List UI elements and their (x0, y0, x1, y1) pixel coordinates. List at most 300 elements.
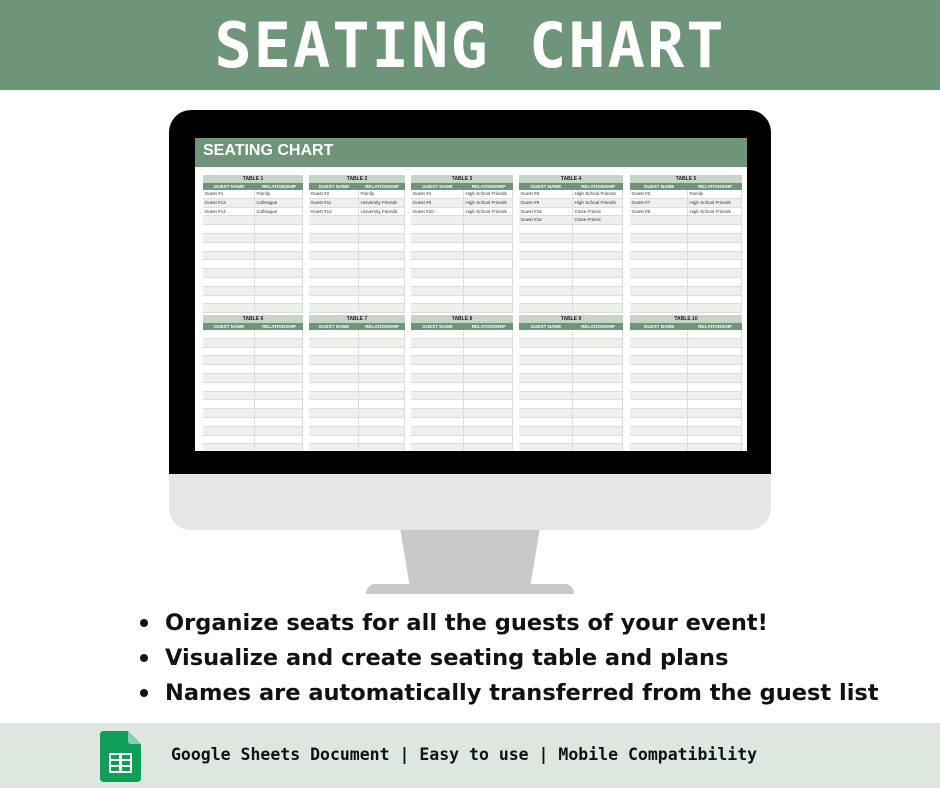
relationship-cell[interactable] (688, 365, 742, 373)
table-row[interactable] (203, 409, 303, 418)
relationship-cell[interactable] (359, 260, 405, 268)
guest-name-cell[interactable] (309, 304, 359, 312)
relationship-cell[interactable] (255, 356, 303, 364)
table-row[interactable] (411, 383, 513, 392)
relationship-cell[interactable] (359, 444, 405, 451)
relationship-cell[interactable] (573, 296, 623, 304)
relationship-cell[interactable] (573, 436, 623, 444)
guest-name-cell[interactable] (519, 392, 573, 400)
relationship-cell[interactable] (255, 409, 303, 417)
guest-name-cell[interactable] (411, 304, 464, 312)
relationship-cell[interactable] (359, 234, 405, 242)
table-row[interactable] (519, 243, 623, 252)
table-row[interactable] (630, 225, 742, 234)
relationship-cell[interactable] (359, 269, 405, 277)
relationship-cell[interactable] (464, 234, 513, 242)
relationship-cell[interactable] (688, 418, 742, 426)
table-row[interactable] (309, 444, 405, 451)
guest-name-cell[interactable]: Guest #16 (519, 216, 573, 224)
guest-name-cell[interactable] (203, 234, 255, 242)
relationship-cell[interactable] (359, 365, 405, 373)
table-row[interactable] (519, 330, 623, 339)
guest-name-cell[interactable] (309, 278, 359, 286)
table-row[interactable] (203, 383, 303, 392)
guest-name-cell[interactable] (519, 252, 573, 260)
guest-name-cell[interactable] (630, 243, 688, 251)
guest-name-cell[interactable] (411, 243, 464, 251)
relationship-cell[interactable] (255, 374, 303, 382)
relationship-cell[interactable] (688, 409, 742, 417)
relationship-cell[interactable] (573, 330, 623, 338)
guest-name-cell[interactable] (411, 383, 464, 391)
table-row[interactable] (203, 252, 303, 261)
guest-name-cell[interactable] (309, 287, 359, 295)
guest-name-cell[interactable] (309, 216, 359, 224)
guest-name-cell[interactable] (203, 269, 255, 277)
relationship-cell[interactable] (359, 409, 405, 417)
guest-name-cell[interactable] (630, 356, 688, 364)
guest-name-cell[interactable] (309, 374, 359, 382)
table-row[interactable] (309, 296, 405, 305)
table-row[interactable] (519, 190, 623, 199)
relationship-cell[interactable] (464, 409, 513, 417)
guest-name-cell[interactable] (630, 296, 688, 304)
guest-name-cell[interactable] (411, 287, 464, 295)
table-row[interactable] (411, 260, 513, 269)
guest-name-cell[interactable] (203, 444, 255, 451)
relationship-cell[interactable] (688, 278, 742, 286)
relationship-cell[interactable] (359, 330, 405, 338)
table-row[interactable] (630, 427, 742, 436)
guest-name-cell[interactable] (519, 365, 573, 373)
relationship-cell[interactable] (359, 296, 405, 304)
table-row[interactable] (630, 418, 742, 427)
relationship-cell[interactable] (255, 260, 303, 268)
relationship-cell[interactable] (688, 348, 742, 356)
table-row[interactable] (630, 409, 742, 418)
table-row[interactable] (203, 436, 303, 445)
relationship-cell[interactable] (359, 243, 405, 251)
table-row[interactable] (309, 348, 405, 357)
relationship-cell[interactable] (359, 436, 405, 444)
table-row[interactable] (630, 260, 742, 269)
guest-name-cell[interactable] (309, 383, 359, 391)
table-row[interactable] (309, 436, 405, 445)
relationship-cell[interactable] (359, 383, 405, 391)
table-row[interactable] (203, 374, 303, 383)
table-row[interactable] (203, 190, 303, 199)
guest-name-cell[interactable]: Guest #9 (519, 199, 573, 207)
guest-name-cell[interactable] (309, 427, 359, 435)
relationship-cell[interactable]: High School Friends (688, 208, 742, 216)
guest-name-cell[interactable] (411, 269, 464, 277)
guest-name-cell[interactable] (203, 296, 255, 304)
table-row[interactable] (203, 400, 303, 409)
guest-name-cell[interactable] (519, 356, 573, 364)
relationship-cell[interactable] (688, 436, 742, 444)
table-row[interactable] (411, 356, 513, 365)
guest-name-cell[interactable] (411, 409, 464, 417)
table-row[interactable] (309, 356, 405, 365)
table-row[interactable] (203, 365, 303, 374)
table-row[interactable] (630, 436, 742, 445)
guest-name-cell[interactable] (203, 216, 255, 224)
table-row[interactable] (309, 190, 405, 199)
relationship-cell[interactable] (688, 383, 742, 391)
table-row[interactable] (411, 365, 513, 374)
relationship-cell[interactable] (688, 225, 742, 233)
guest-name-cell[interactable] (411, 260, 464, 268)
relationship-cell[interactable] (688, 269, 742, 277)
table-row[interactable] (411, 199, 513, 208)
table-row[interactable] (309, 199, 405, 208)
table-row[interactable] (519, 216, 623, 225)
table-row[interactable] (203, 269, 303, 278)
guest-name-cell[interactable] (203, 330, 255, 338)
guest-name-cell[interactable] (411, 444, 464, 451)
relationship-cell[interactable] (255, 348, 303, 356)
table-row[interactable] (203, 287, 303, 296)
guest-name-cell[interactable] (203, 374, 255, 382)
relationship-cell[interactable] (255, 269, 303, 277)
relationship-cell[interactable] (464, 330, 513, 338)
table-row[interactable] (630, 374, 742, 383)
table-row[interactable] (630, 243, 742, 252)
guest-name-cell[interactable] (519, 269, 573, 277)
table-row[interactable] (203, 234, 303, 243)
relationship-cell[interactable] (464, 287, 513, 295)
table-row[interactable] (411, 339, 513, 348)
guest-name-cell[interactable] (411, 400, 464, 408)
relationship-cell[interactable]: High School Friends (464, 208, 513, 216)
guest-name-cell[interactable] (411, 216, 464, 224)
table-row[interactable] (411, 436, 513, 445)
table-row[interactable] (309, 427, 405, 436)
table-row[interactable] (630, 296, 742, 305)
guest-name-cell[interactable]: Guest #7 (630, 199, 688, 207)
guest-name-cell[interactable] (411, 365, 464, 373)
guest-name-cell[interactable] (203, 243, 255, 251)
relationship-cell[interactable] (359, 427, 405, 435)
table-row[interactable] (203, 418, 303, 427)
guest-name-cell[interactable] (519, 296, 573, 304)
relationship-cell[interactable] (464, 278, 513, 286)
relationship-cell[interactable] (688, 243, 742, 251)
guest-name-cell[interactable] (519, 243, 573, 251)
guest-name-cell[interactable] (630, 409, 688, 417)
table-row[interactable] (309, 225, 405, 234)
relationship-cell[interactable] (464, 392, 513, 400)
guest-name-cell[interactable] (203, 225, 255, 233)
table-row[interactable] (630, 199, 742, 208)
guest-name-cell[interactable] (519, 339, 573, 347)
guest-name-cell[interactable] (519, 234, 573, 242)
table-row[interactable] (519, 296, 623, 305)
relationship-cell[interactable] (688, 287, 742, 295)
table-row[interactable] (309, 383, 405, 392)
relationship-cell[interactable] (255, 234, 303, 242)
relationship-cell[interactable] (688, 427, 742, 435)
guest-name-cell[interactable]: Guest #1 (203, 190, 255, 198)
table-row[interactable] (203, 243, 303, 252)
table-row[interactable] (519, 356, 623, 365)
guest-name-cell[interactable] (411, 436, 464, 444)
table-row[interactable] (411, 287, 513, 296)
relationship-cell[interactable] (464, 216, 513, 224)
table-row[interactable] (203, 296, 303, 305)
guest-name-cell[interactable] (203, 304, 255, 312)
guest-name-cell[interactable]: Guest #13 (203, 199, 255, 207)
relationship-cell[interactable] (573, 374, 623, 382)
table-row[interactable] (203, 216, 303, 225)
relationship-cell[interactable]: Family (359, 190, 405, 198)
relationship-cell[interactable] (688, 339, 742, 347)
guest-name-cell[interactable] (630, 444, 688, 451)
relationship-cell[interactable] (573, 278, 623, 286)
relationship-cell[interactable] (464, 269, 513, 277)
table-row[interactable] (519, 234, 623, 243)
guest-name-cell[interactable] (519, 330, 573, 338)
table-row[interactable] (203, 278, 303, 287)
table-row[interactable] (519, 269, 623, 278)
table-row[interactable] (309, 339, 405, 348)
relationship-cell[interactable] (359, 304, 405, 312)
relationship-cell[interactable] (255, 339, 303, 347)
guest-name-cell[interactable] (203, 409, 255, 417)
relationship-cell[interactable]: Colleague (255, 199, 303, 207)
relationship-cell[interactable] (359, 356, 405, 364)
guest-name-cell[interactable]: Guest #6 (519, 190, 573, 198)
table-row[interactable] (309, 287, 405, 296)
relationship-cell[interactable] (573, 260, 623, 268)
relationship-cell[interactable] (573, 444, 623, 451)
relationship-cell[interactable] (255, 252, 303, 260)
guest-name-cell[interactable] (630, 436, 688, 444)
guest-name-cell[interactable] (309, 409, 359, 417)
guest-name-cell[interactable] (411, 339, 464, 347)
relationship-cell[interactable]: Family (688, 190, 742, 198)
guest-name-cell[interactable] (519, 225, 573, 233)
relationship-cell[interactable] (255, 216, 303, 224)
guest-name-cell[interactable] (630, 287, 688, 295)
guest-name-cell[interactable] (630, 400, 688, 408)
table-row[interactable] (411, 225, 513, 234)
table-row[interactable] (203, 427, 303, 436)
table-row[interactable] (519, 427, 623, 436)
relationship-cell[interactable] (573, 427, 623, 435)
guest-name-cell[interactable] (630, 234, 688, 242)
guest-name-cell[interactable] (411, 330, 464, 338)
relationship-cell[interactable] (464, 400, 513, 408)
table-row[interactable] (411, 444, 513, 451)
guest-name-cell[interactable]: Guest #12 (309, 208, 359, 216)
relationship-cell[interactable] (688, 444, 742, 451)
relationship-cell[interactable] (688, 304, 742, 312)
table-row[interactable] (519, 392, 623, 401)
relationship-cell[interactable]: Family (255, 190, 303, 198)
table-row[interactable] (519, 287, 623, 296)
table-row[interactable] (630, 339, 742, 348)
table-row[interactable] (411, 348, 513, 357)
table-row[interactable] (519, 208, 623, 217)
guest-name-cell[interactable] (630, 348, 688, 356)
table-row[interactable] (203, 339, 303, 348)
relationship-cell[interactable] (464, 418, 513, 426)
relationship-cell[interactable] (573, 304, 623, 312)
table-row[interactable] (203, 356, 303, 365)
relationship-cell[interactable] (688, 296, 742, 304)
guest-name-cell[interactable]: Guest #3 (630, 190, 688, 198)
guest-name-cell[interactable] (309, 400, 359, 408)
table-row[interactable] (630, 252, 742, 261)
guest-name-cell[interactable] (309, 444, 359, 451)
relationship-cell[interactable] (464, 374, 513, 382)
relationship-cell[interactable] (464, 356, 513, 364)
guest-name-cell[interactable]: Guest #11 (309, 199, 359, 207)
table-row[interactable] (519, 252, 623, 261)
guest-name-cell[interactable] (203, 287, 255, 295)
guest-name-cell[interactable] (519, 287, 573, 295)
relationship-cell[interactable] (359, 392, 405, 400)
guest-name-cell[interactable] (203, 278, 255, 286)
guest-name-cell[interactable] (309, 392, 359, 400)
relationship-cell[interactable] (359, 374, 405, 382)
relationship-cell[interactable] (688, 392, 742, 400)
guest-name-cell[interactable] (519, 418, 573, 426)
relationship-cell[interactable] (573, 400, 623, 408)
table-row[interactable] (203, 260, 303, 269)
guest-name-cell[interactable] (309, 348, 359, 356)
table-row[interactable] (309, 409, 405, 418)
relationship-cell[interactable] (464, 365, 513, 373)
relationship-cell[interactable] (255, 296, 303, 304)
relationship-cell[interactable] (359, 400, 405, 408)
guest-name-cell[interactable] (630, 365, 688, 373)
table-row[interactable] (519, 444, 623, 451)
relationship-cell[interactable]: High School Friends (573, 190, 623, 198)
table-row[interactable] (203, 444, 303, 451)
table-row[interactable] (203, 304, 303, 313)
table-row[interactable] (519, 409, 623, 418)
relationship-cell[interactable] (255, 392, 303, 400)
relationship-cell[interactable] (464, 296, 513, 304)
relationship-cell[interactable] (359, 418, 405, 426)
relationship-cell[interactable] (464, 427, 513, 435)
table-row[interactable] (519, 383, 623, 392)
relationship-cell[interactable] (573, 383, 623, 391)
guest-name-cell[interactable]: Guest #4 (411, 190, 464, 198)
guest-name-cell[interactable] (203, 436, 255, 444)
relationship-cell[interactable]: High School Friends (573, 199, 623, 207)
guest-name-cell[interactable] (309, 296, 359, 304)
table-row[interactable] (309, 278, 405, 287)
relationship-cell[interactable] (573, 356, 623, 364)
table-row[interactable] (630, 208, 742, 217)
table-row[interactable] (203, 348, 303, 357)
relationship-cell[interactable] (255, 427, 303, 435)
guest-name-cell[interactable] (630, 330, 688, 338)
table-row[interactable] (411, 216, 513, 225)
relationship-cell[interactable]: High School Friends (688, 199, 742, 207)
relationship-cell[interactable] (359, 287, 405, 295)
table-row[interactable] (630, 287, 742, 296)
relationship-cell[interactable] (573, 339, 623, 347)
relationship-cell[interactable]: University Friends (359, 208, 405, 216)
table-row[interactable] (309, 252, 405, 261)
table-row[interactable] (519, 365, 623, 374)
table-row[interactable] (630, 216, 742, 225)
relationship-cell[interactable] (573, 348, 623, 356)
table-row[interactable] (411, 190, 513, 199)
relationship-cell[interactable] (688, 216, 742, 224)
relationship-cell[interactable] (464, 444, 513, 451)
guest-name-cell[interactable] (630, 225, 688, 233)
table-row[interactable] (630, 383, 742, 392)
table-row[interactable] (411, 208, 513, 217)
guest-name-cell[interactable] (630, 392, 688, 400)
relationship-cell[interactable] (359, 339, 405, 347)
relationship-cell[interactable] (359, 216, 405, 224)
table-row[interactable] (309, 234, 405, 243)
guest-name-cell[interactable] (519, 427, 573, 435)
table-row[interactable] (630, 400, 742, 409)
table-row[interactable] (309, 330, 405, 339)
table-row[interactable] (309, 365, 405, 374)
guest-name-cell[interactable] (519, 260, 573, 268)
relationship-cell[interactable] (255, 330, 303, 338)
guest-name-cell[interactable]: Guest #14 (203, 208, 255, 216)
guest-name-cell[interactable] (203, 348, 255, 356)
guest-name-cell[interactable] (309, 252, 359, 260)
guest-name-cell[interactable] (309, 330, 359, 338)
table-row[interactable] (630, 330, 742, 339)
guest-name-cell[interactable]: Guest #5 (411, 199, 464, 207)
table-row[interactable] (309, 243, 405, 252)
guest-name-cell[interactable] (411, 278, 464, 286)
relationship-cell[interactable] (464, 348, 513, 356)
relationship-cell[interactable] (464, 383, 513, 391)
relationship-cell[interactable] (359, 348, 405, 356)
table-row[interactable] (411, 269, 513, 278)
relationship-cell[interactable] (573, 418, 623, 426)
table-row[interactable] (203, 208, 303, 217)
guest-name-cell[interactable] (519, 383, 573, 391)
table-row[interactable] (203, 392, 303, 401)
guest-name-cell[interactable]: Guest #2 (309, 190, 359, 198)
guest-name-cell[interactable] (309, 225, 359, 233)
table-row[interactable] (630, 278, 742, 287)
table-row[interactable] (309, 400, 405, 409)
relationship-cell[interactable] (255, 243, 303, 251)
guest-name-cell[interactable] (630, 418, 688, 426)
guest-name-cell[interactable] (519, 304, 573, 312)
guest-name-cell[interactable] (309, 339, 359, 347)
table-row[interactable] (519, 348, 623, 357)
relationship-cell[interactable] (359, 252, 405, 260)
guest-name-cell[interactable] (630, 252, 688, 260)
table-row[interactable] (630, 392, 742, 401)
relationship-cell[interactable]: High School Friends (464, 190, 513, 198)
table-row[interactable] (309, 260, 405, 269)
relationship-cell[interactable] (573, 269, 623, 277)
relationship-cell[interactable] (573, 365, 623, 373)
table-row[interactable] (411, 392, 513, 401)
relationship-cell[interactable] (464, 436, 513, 444)
relationship-cell[interactable] (573, 409, 623, 417)
guest-name-cell[interactable] (630, 269, 688, 277)
table-row[interactable] (630, 269, 742, 278)
guest-name-cell[interactable] (630, 216, 688, 224)
